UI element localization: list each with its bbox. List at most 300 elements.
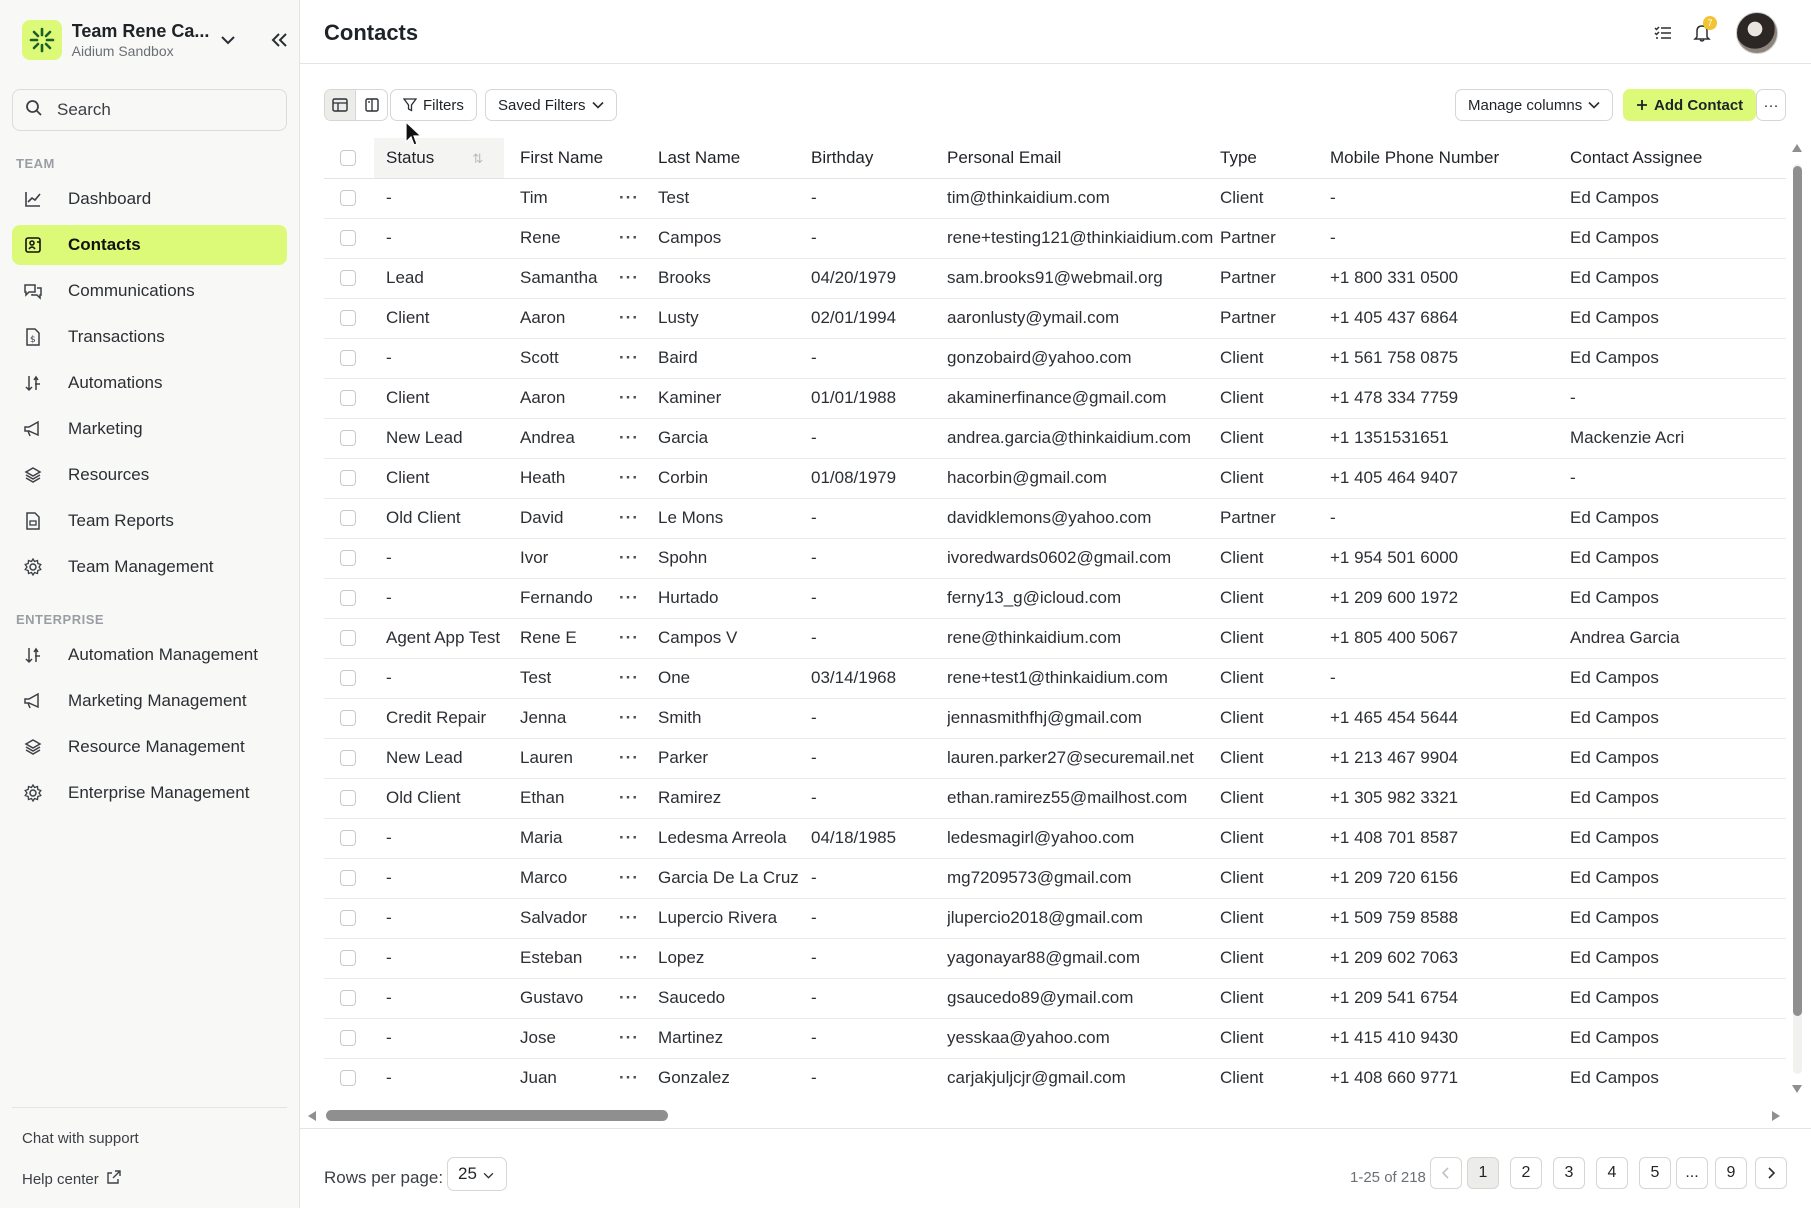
table-row[interactable] (324, 538, 1786, 578)
cell-birthday: - (811, 618, 947, 658)
cell-first-name: Test (504, 658, 600, 698)
cell-mobile-phone: - (1330, 178, 1570, 218)
bell-icon[interactable] (1689, 20, 1715, 46)
cell-personal-email: aaronlusty@ymail.com (947, 298, 1220, 338)
cell-first-name: Heath (504, 458, 600, 498)
cell-personal-email: gsaucedo89@ymail.com (947, 978, 1220, 1018)
row-checkbox[interactable] (324, 538, 374, 578)
contacts-table (324, 138, 1786, 1096)
scroll-up-icon[interactable] (1790, 142, 1804, 154)
row-actions-button[interactable]: ··· (600, 778, 658, 818)
cell-type: Client (1220, 898, 1330, 938)
sidebar-item-label: Contacts (68, 235, 141, 254)
sidebar-item-marketing[interactable] (12, 409, 287, 449)
row-checkbox[interactable] (324, 258, 374, 298)
table-row[interactable] (324, 258, 1786, 298)
row-checkbox[interactable] (324, 178, 374, 218)
table-row[interactable] (324, 738, 1786, 778)
sidebar-item-label: Team Management (68, 557, 214, 576)
cell-status: - (374, 898, 504, 938)
sidebar-item-label: Automation Management (68, 645, 258, 664)
cell-status: - (374, 338, 504, 378)
table-row[interactable] (324, 978, 1786, 1018)
cell-last-name: Lusty (658, 298, 811, 338)
board-view-icon[interactable] (356, 90, 387, 120)
chat-with-support-link[interactable] (22, 1130, 139, 1147)
table-row[interactable] (324, 618, 1786, 658)
sort-arrows-icon (22, 372, 44, 394)
cell-birthday: - (811, 578, 947, 618)
sidebar-item-automation-management[interactable] (12, 635, 287, 675)
rows-per-page-select[interactable] (447, 1157, 507, 1191)
table-header-row (324, 138, 1786, 178)
search-box[interactable] (12, 89, 287, 131)
cell-last-name: Garcia (658, 418, 811, 458)
table-row[interactable] (324, 1018, 1786, 1058)
column-header-contact-assignee[interactable]: Contact Assignee (1570, 138, 1786, 178)
cell-type: Client (1220, 378, 1330, 418)
horizontal-scrollbar[interactable] (304, 1108, 1784, 1124)
row-checkbox[interactable] (324, 378, 374, 418)
scroll-left-icon[interactable] (306, 1109, 318, 1123)
cell-first-name: Esteban (504, 938, 600, 978)
sidebar-divider (12, 1107, 287, 1108)
layers-icon (22, 736, 44, 758)
cell-first-name: Aaron (504, 298, 600, 338)
column-header-last-name[interactable]: Last Name (658, 138, 811, 178)
cell-mobile-phone: +1 561 758 0875 (1330, 338, 1570, 378)
cell-contact-assignee: Ed Campos (1570, 1018, 1786, 1058)
svg-text:$: $ (30, 335, 36, 345)
cell-last-name: Baird (658, 338, 811, 378)
help-center-link[interactable] (22, 1170, 121, 1188)
prev-page-button[interactable] (1430, 1157, 1462, 1189)
page-button-3[interactable]: 3 (1553, 1157, 1585, 1189)
cell-mobile-phone: - (1330, 218, 1570, 258)
cell-contact-assignee: Ed Campos (1570, 938, 1786, 978)
table-row[interactable] (324, 938, 1786, 978)
team-switcher[interactable] (22, 18, 292, 62)
cell-type: Client (1220, 778, 1330, 818)
view-toggle (324, 89, 388, 121)
cell-mobile-phone: +1 408 701 8587 (1330, 818, 1570, 858)
sidebar (0, 0, 300, 1208)
cell-mobile-phone: +1 209 602 7063 (1330, 938, 1570, 978)
sidebar-item-communications[interactable] (12, 271, 287, 311)
sort-icon[interactable]: ⇅ (472, 150, 484, 166)
row-actions-button[interactable]: ··· (600, 858, 658, 898)
sidebar-item-label: Team Reports (68, 511, 174, 530)
cell-last-name: Smith (658, 698, 811, 738)
cell-type: Client (1220, 538, 1330, 578)
sidebar-item-label: Marketing (68, 419, 143, 438)
cell-mobile-phone: +1 805 400 5067 (1330, 618, 1570, 658)
row-actions-button[interactable]: ··· (600, 538, 658, 578)
row-checkbox[interactable] (324, 418, 374, 458)
scroll-right-icon[interactable] (1770, 1109, 1782, 1123)
sidebar-item-team-management[interactable] (12, 547, 287, 587)
cell-type: Partner (1220, 498, 1330, 538)
cell-type: Client (1220, 418, 1330, 458)
row-actions-button[interactable]: ··· (600, 938, 658, 978)
next-page-button[interactable] (1755, 1157, 1787, 1189)
row-actions-button[interactable]: ··· (600, 658, 658, 698)
cell-type: Client (1220, 658, 1330, 698)
cell-type: Client (1220, 178, 1330, 218)
cell-first-name: Juan (504, 1058, 600, 1096)
cell-birthday: - (811, 898, 947, 938)
scroll-down-icon[interactable] (1790, 1083, 1804, 1095)
cell-last-name: Ramirez (658, 778, 811, 818)
layers-icon (22, 464, 44, 486)
cell-first-name: Rene (504, 218, 600, 258)
row-actions-button[interactable]: ··· (600, 378, 658, 418)
sidebar-item-team-reports[interactable] (12, 501, 287, 541)
cell-contact-assignee: Ed Campos (1570, 818, 1786, 858)
row-actions-button[interactable]: ··· (600, 178, 658, 218)
row-actions-button[interactable]: ··· (600, 978, 658, 1018)
cell-last-name: Garcia De La Cruz (658, 858, 811, 898)
chart-line-icon (22, 188, 44, 210)
cell-personal-email: gonzobaird@yahoo.com (947, 338, 1220, 378)
cell-contact-assignee: Ed Campos (1570, 178, 1786, 218)
cell-type: Client (1220, 1018, 1330, 1058)
sidebar-item-label: Dashboard (68, 189, 152, 208)
cell-last-name: Martinez (658, 1018, 811, 1058)
cell-birthday: - (811, 1018, 947, 1058)
cell-type: Client (1220, 578, 1330, 618)
cell-last-name: Le Mons (658, 498, 811, 538)
row-actions-button[interactable]: ··· (600, 1058, 658, 1096)
cell-personal-email: davidklemons@yahoo.com (947, 498, 1220, 538)
table-row[interactable] (324, 698, 1786, 738)
page-title: Contacts (324, 20, 419, 45)
cell-birthday: - (811, 418, 947, 458)
sort-arrows-icon (22, 644, 44, 666)
table-row[interactable] (324, 898, 1786, 938)
cell-first-name: Jose (504, 1018, 600, 1058)
row-checkbox[interactable] (324, 978, 374, 1018)
vertical-scroll-thumb[interactable] (1793, 166, 1802, 1016)
row-checkbox[interactable] (324, 898, 374, 938)
chat-bubbles-icon (22, 280, 44, 302)
sidebar-item-resource-management[interactable] (12, 727, 287, 767)
cell-first-name: David (504, 498, 600, 538)
cell-status: New Lead (374, 738, 504, 778)
row-actions-button[interactable]: ··· (600, 578, 658, 618)
page-button-4[interactable]: 4 (1596, 1157, 1628, 1189)
chevron-down-icon (592, 101, 604, 109)
cell-status: - (374, 978, 504, 1018)
manage-columns-button[interactable] (1455, 89, 1613, 121)
cell-first-name: Ethan (504, 778, 600, 818)
cell-status: Old Client (374, 778, 504, 818)
pagination-bar (300, 1128, 1811, 1208)
chevron-down-icon (1588, 101, 1600, 109)
cell-first-name: Salvador (504, 898, 600, 938)
table-row[interactable] (324, 778, 1786, 818)
cell-contact-assignee: Ed Campos (1570, 218, 1786, 258)
table-row[interactable] (324, 658, 1786, 698)
cell-mobile-phone: +1 408 660 9771 (1330, 1058, 1570, 1096)
section-label-enterprise: ENTERPRISE (16, 612, 105, 627)
cell-contact-assignee: - (1570, 378, 1786, 418)
table-row[interactable] (324, 818, 1786, 858)
cell-first-name: Andrea (504, 418, 600, 458)
table-row[interactable] (324, 338, 1786, 378)
cell-contact-assignee: Ed Campos (1570, 1058, 1786, 1096)
row-checkbox[interactable] (324, 218, 374, 258)
cell-birthday: - (811, 498, 947, 538)
row-checkbox[interactable] (324, 938, 374, 978)
cell-contact-assignee: Ed Campos (1570, 778, 1786, 818)
cell-birthday: - (811, 978, 947, 1018)
row-checkbox[interactable] (324, 458, 374, 498)
cell-birthday: - (811, 738, 947, 778)
cell-type: Partner (1220, 258, 1330, 298)
row-checkbox[interactable] (324, 578, 374, 618)
cell-personal-email: jennasmithfhj@gmail.com (947, 698, 1220, 738)
contact-card-icon (22, 234, 44, 256)
cell-last-name: Test (658, 178, 811, 218)
cell-mobile-phone: +1 405 437 6864 (1330, 298, 1570, 338)
table-row[interactable] (324, 858, 1786, 898)
cell-first-name: Aaron (504, 378, 600, 418)
row-checkbox[interactable] (324, 338, 374, 378)
row-actions-button[interactable]: ··· (600, 498, 658, 538)
sidebar-item-marketing-management[interactable] (12, 681, 287, 721)
cell-status: - (374, 658, 504, 698)
page-button-5[interactable]: 5 (1639, 1157, 1671, 1189)
sidebar-item-transactions[interactable] (12, 317, 287, 357)
row-checkbox[interactable] (324, 1018, 374, 1058)
vertical-scrollbar[interactable] (1790, 142, 1804, 1096)
team-logo-icon (22, 20, 62, 60)
row-actions-button[interactable]: ··· (600, 738, 658, 778)
row-checkbox[interactable] (324, 818, 374, 858)
row-actions-button[interactable]: ··· (600, 1018, 658, 1058)
cell-status: - (374, 858, 504, 898)
cell-last-name: Campos (658, 218, 811, 258)
row-actions-button[interactable]: ··· (600, 338, 658, 378)
row-actions-button[interactable]: ··· (600, 818, 658, 858)
select-all-checkbox[interactable] (324, 138, 374, 178)
filters-label: Filters (423, 96, 464, 114)
row-checkbox[interactable] (324, 698, 374, 738)
cell-contact-assignee: Ed Campos (1570, 498, 1786, 538)
cell-personal-email: carjakjuljcjr@gmail.com (947, 1058, 1220, 1096)
column-header-mobile-phone[interactable]: Mobile Phone Number (1330, 138, 1570, 178)
cell-birthday: 02/01/1994 (811, 298, 947, 338)
cell-last-name: Lopez (658, 938, 811, 978)
sidebar-item-enterprise-management[interactable] (12, 773, 287, 813)
cell-contact-assignee: Ed Campos (1570, 858, 1786, 898)
sidebar-item-resources[interactable] (12, 455, 287, 495)
cell-birthday: - (811, 778, 947, 818)
sidebar-item-dashboard[interactable] (12, 179, 287, 219)
cell-type: Client (1220, 978, 1330, 1018)
cell-mobile-phone: +1 213 467 9904 (1330, 738, 1570, 778)
cell-status: Client (374, 298, 504, 338)
sidebar-item-automations[interactable] (12, 363, 287, 403)
table-row[interactable] (324, 218, 1786, 258)
row-actions-button[interactable]: ··· (600, 298, 658, 338)
task-list-icon[interactable] (1650, 20, 1676, 46)
table-row[interactable] (324, 418, 1786, 458)
cell-contact-assignee: Ed Campos (1570, 298, 1786, 338)
sidebar-item-label: Resource Management (68, 737, 245, 756)
cell-first-name: Rene E (504, 618, 600, 658)
cell-personal-email: rene+testing121@thinkiaidium.com (947, 218, 1220, 258)
row-actions-button[interactable]: ··· (600, 618, 658, 658)
add-contact-button[interactable] (1623, 89, 1756, 121)
row-checkbox[interactable] (324, 1058, 374, 1096)
table-row[interactable] (324, 498, 1786, 538)
row-checkbox[interactable] (324, 498, 374, 538)
cell-contact-assignee: Ed Campos (1570, 978, 1786, 1018)
cell-mobile-phone: +1 800 331 0500 (1330, 258, 1570, 298)
cell-first-name: Scott (504, 338, 600, 378)
cell-last-name: Ledesma Arreola (658, 818, 811, 858)
cell-contact-assignee: Ed Campos (1570, 338, 1786, 378)
row-checkbox[interactable] (324, 298, 374, 338)
sidebar-item-label: Marketing Management (68, 691, 247, 710)
cell-last-name: Hurtado (658, 578, 811, 618)
more-options-button[interactable] (1756, 89, 1786, 121)
cell-birthday: 03/14/1968 (811, 658, 947, 698)
row-actions-button[interactable]: ··· (600, 698, 658, 738)
cell-personal-email: sam.brooks91@webmail.org (947, 258, 1220, 298)
cell-first-name: Tim (504, 178, 600, 218)
cell-personal-email: akaminerfinance@gmail.com (947, 378, 1220, 418)
notification-badge: 7 (1703, 16, 1717, 30)
cell-contact-assignee: - (1570, 458, 1786, 498)
cell-personal-email: lauren.parker27@securemail.net (947, 738, 1220, 778)
page-ellipsis-button[interactable]: ... (1676, 1157, 1708, 1189)
cell-birthday: 04/20/1979 (811, 258, 947, 298)
column-header-label: Status (386, 147, 435, 167)
cell-mobile-phone: +1 305 982 3321 (1330, 778, 1570, 818)
cell-contact-assignee: Andrea Garcia (1570, 618, 1786, 658)
avatar[interactable] (1736, 12, 1778, 54)
megaphone-icon (22, 690, 44, 712)
row-actions-button[interactable]: ··· (600, 418, 658, 458)
cell-birthday: 04/18/1985 (811, 818, 947, 858)
column-header-personal-email[interactable]: Personal Email (947, 138, 1220, 178)
pagination-range: 1-25 of 218 (1350, 1169, 1426, 1186)
row-actions-button[interactable]: ··· (600, 898, 658, 938)
cell-contact-assignee: Ed Campos (1570, 538, 1786, 578)
report-icon (22, 510, 44, 532)
table-row[interactable] (324, 178, 1786, 218)
row-checkbox[interactable] (324, 618, 374, 658)
search-input[interactable] (57, 100, 257, 120)
cell-type: Client (1220, 458, 1330, 498)
cell-mobile-phone: +1 954 501 6000 (1330, 538, 1570, 578)
cell-status: Credit Repair (374, 698, 504, 738)
row-actions-button[interactable]: ··· (600, 458, 658, 498)
cell-birthday: - (811, 938, 947, 978)
cell-status: - (374, 1058, 504, 1096)
chat-support-label: Chat with support (22, 1130, 139, 1147)
cell-mobile-phone: +1 478 334 7759 (1330, 378, 1570, 418)
cell-type: Client (1220, 738, 1330, 778)
cell-personal-email: hacorbin@gmail.com (947, 458, 1220, 498)
table-row[interactable] (324, 458, 1786, 498)
collapse-sidebar-icon[interactable] (268, 28, 292, 52)
external-link-icon (107, 1170, 121, 1188)
row-checkbox[interactable] (324, 658, 374, 698)
chevron-down-icon (483, 1164, 494, 1184)
cell-mobile-phone: +1 509 759 8588 (1330, 898, 1570, 938)
team-subtitle: Aidium Sandbox (71, 43, 174, 59)
page-button-2[interactable]: 2 (1510, 1157, 1542, 1189)
cell-last-name: Parker (658, 738, 811, 778)
cell-last-name: Kaminer (658, 378, 811, 418)
cell-status: - (374, 938, 504, 978)
cell-mobile-phone: +1 209 541 6754 (1330, 978, 1570, 1018)
row-actions-button[interactable]: ··· (600, 258, 658, 298)
cell-last-name: Gonzalez (658, 1058, 811, 1096)
cell-contact-assignee: Ed Campos (1570, 698, 1786, 738)
cell-first-name: Maria (504, 818, 600, 858)
cell-last-name: Brooks (658, 258, 811, 298)
cell-personal-email: yesskaa@yahoo.com (947, 1018, 1220, 1058)
cell-mobile-phone: +1 209 720 6156 (1330, 858, 1570, 898)
sidebar-item-label: Communications (68, 281, 195, 300)
column-header-first-name[interactable]: First Name (504, 138, 600, 178)
chevron-left-icon (1442, 1167, 1450, 1179)
cell-first-name: Marco (504, 858, 600, 898)
filter-icon (403, 98, 417, 112)
column-header-status[interactable] (374, 138, 504, 178)
cell-personal-email: tim@thinkaidium.com (947, 178, 1220, 218)
column-header-birthday[interactable]: Birthday (811, 138, 947, 178)
cell-personal-email: ethan.ramirez55@mailhost.com (947, 778, 1220, 818)
more-options-label: ··· (1763, 96, 1779, 114)
sidebar-item-label: Automations (68, 373, 163, 392)
cell-status: Client (374, 458, 504, 498)
cell-birthday: - (811, 858, 947, 898)
table-row[interactable] (324, 578, 1786, 618)
cell-first-name: Gustavo (504, 978, 600, 1018)
cell-personal-email: yagonayar88@gmail.com (947, 938, 1220, 978)
cell-status: - (374, 178, 504, 218)
cell-first-name: Jenna (504, 698, 600, 738)
megaphone-icon (22, 418, 44, 440)
sidebar-item-contacts[interactable] (12, 225, 287, 265)
row-checkbox[interactable] (324, 858, 374, 898)
cell-mobile-phone: - (1330, 658, 1570, 698)
cell-first-name: Ivor (504, 538, 600, 578)
saved-filters-button[interactable] (485, 89, 617, 121)
table-row[interactable] (324, 378, 1786, 418)
row-checkbox[interactable] (324, 738, 374, 778)
horizontal-scroll-thumb[interactable] (326, 1110, 668, 1121)
column-header-type[interactable]: Type (1220, 138, 1330, 178)
cell-personal-email: rene@thinkaidium.com (947, 618, 1220, 658)
row-actions-button[interactable]: ··· (600, 218, 658, 258)
table-row[interactable] (324, 298, 1786, 338)
table-row[interactable] (324, 1058, 1786, 1096)
page-button-9[interactable]: 9 (1715, 1157, 1747, 1189)
page-button-1[interactable]: 1 (1467, 1157, 1499, 1189)
filters-button[interactable] (390, 89, 477, 121)
cell-last-name: Saucedo (658, 978, 811, 1018)
chevron-down-icon[interactable] (216, 28, 240, 52)
row-checkbox[interactable] (324, 778, 374, 818)
table-view-icon[interactable] (325, 90, 356, 120)
